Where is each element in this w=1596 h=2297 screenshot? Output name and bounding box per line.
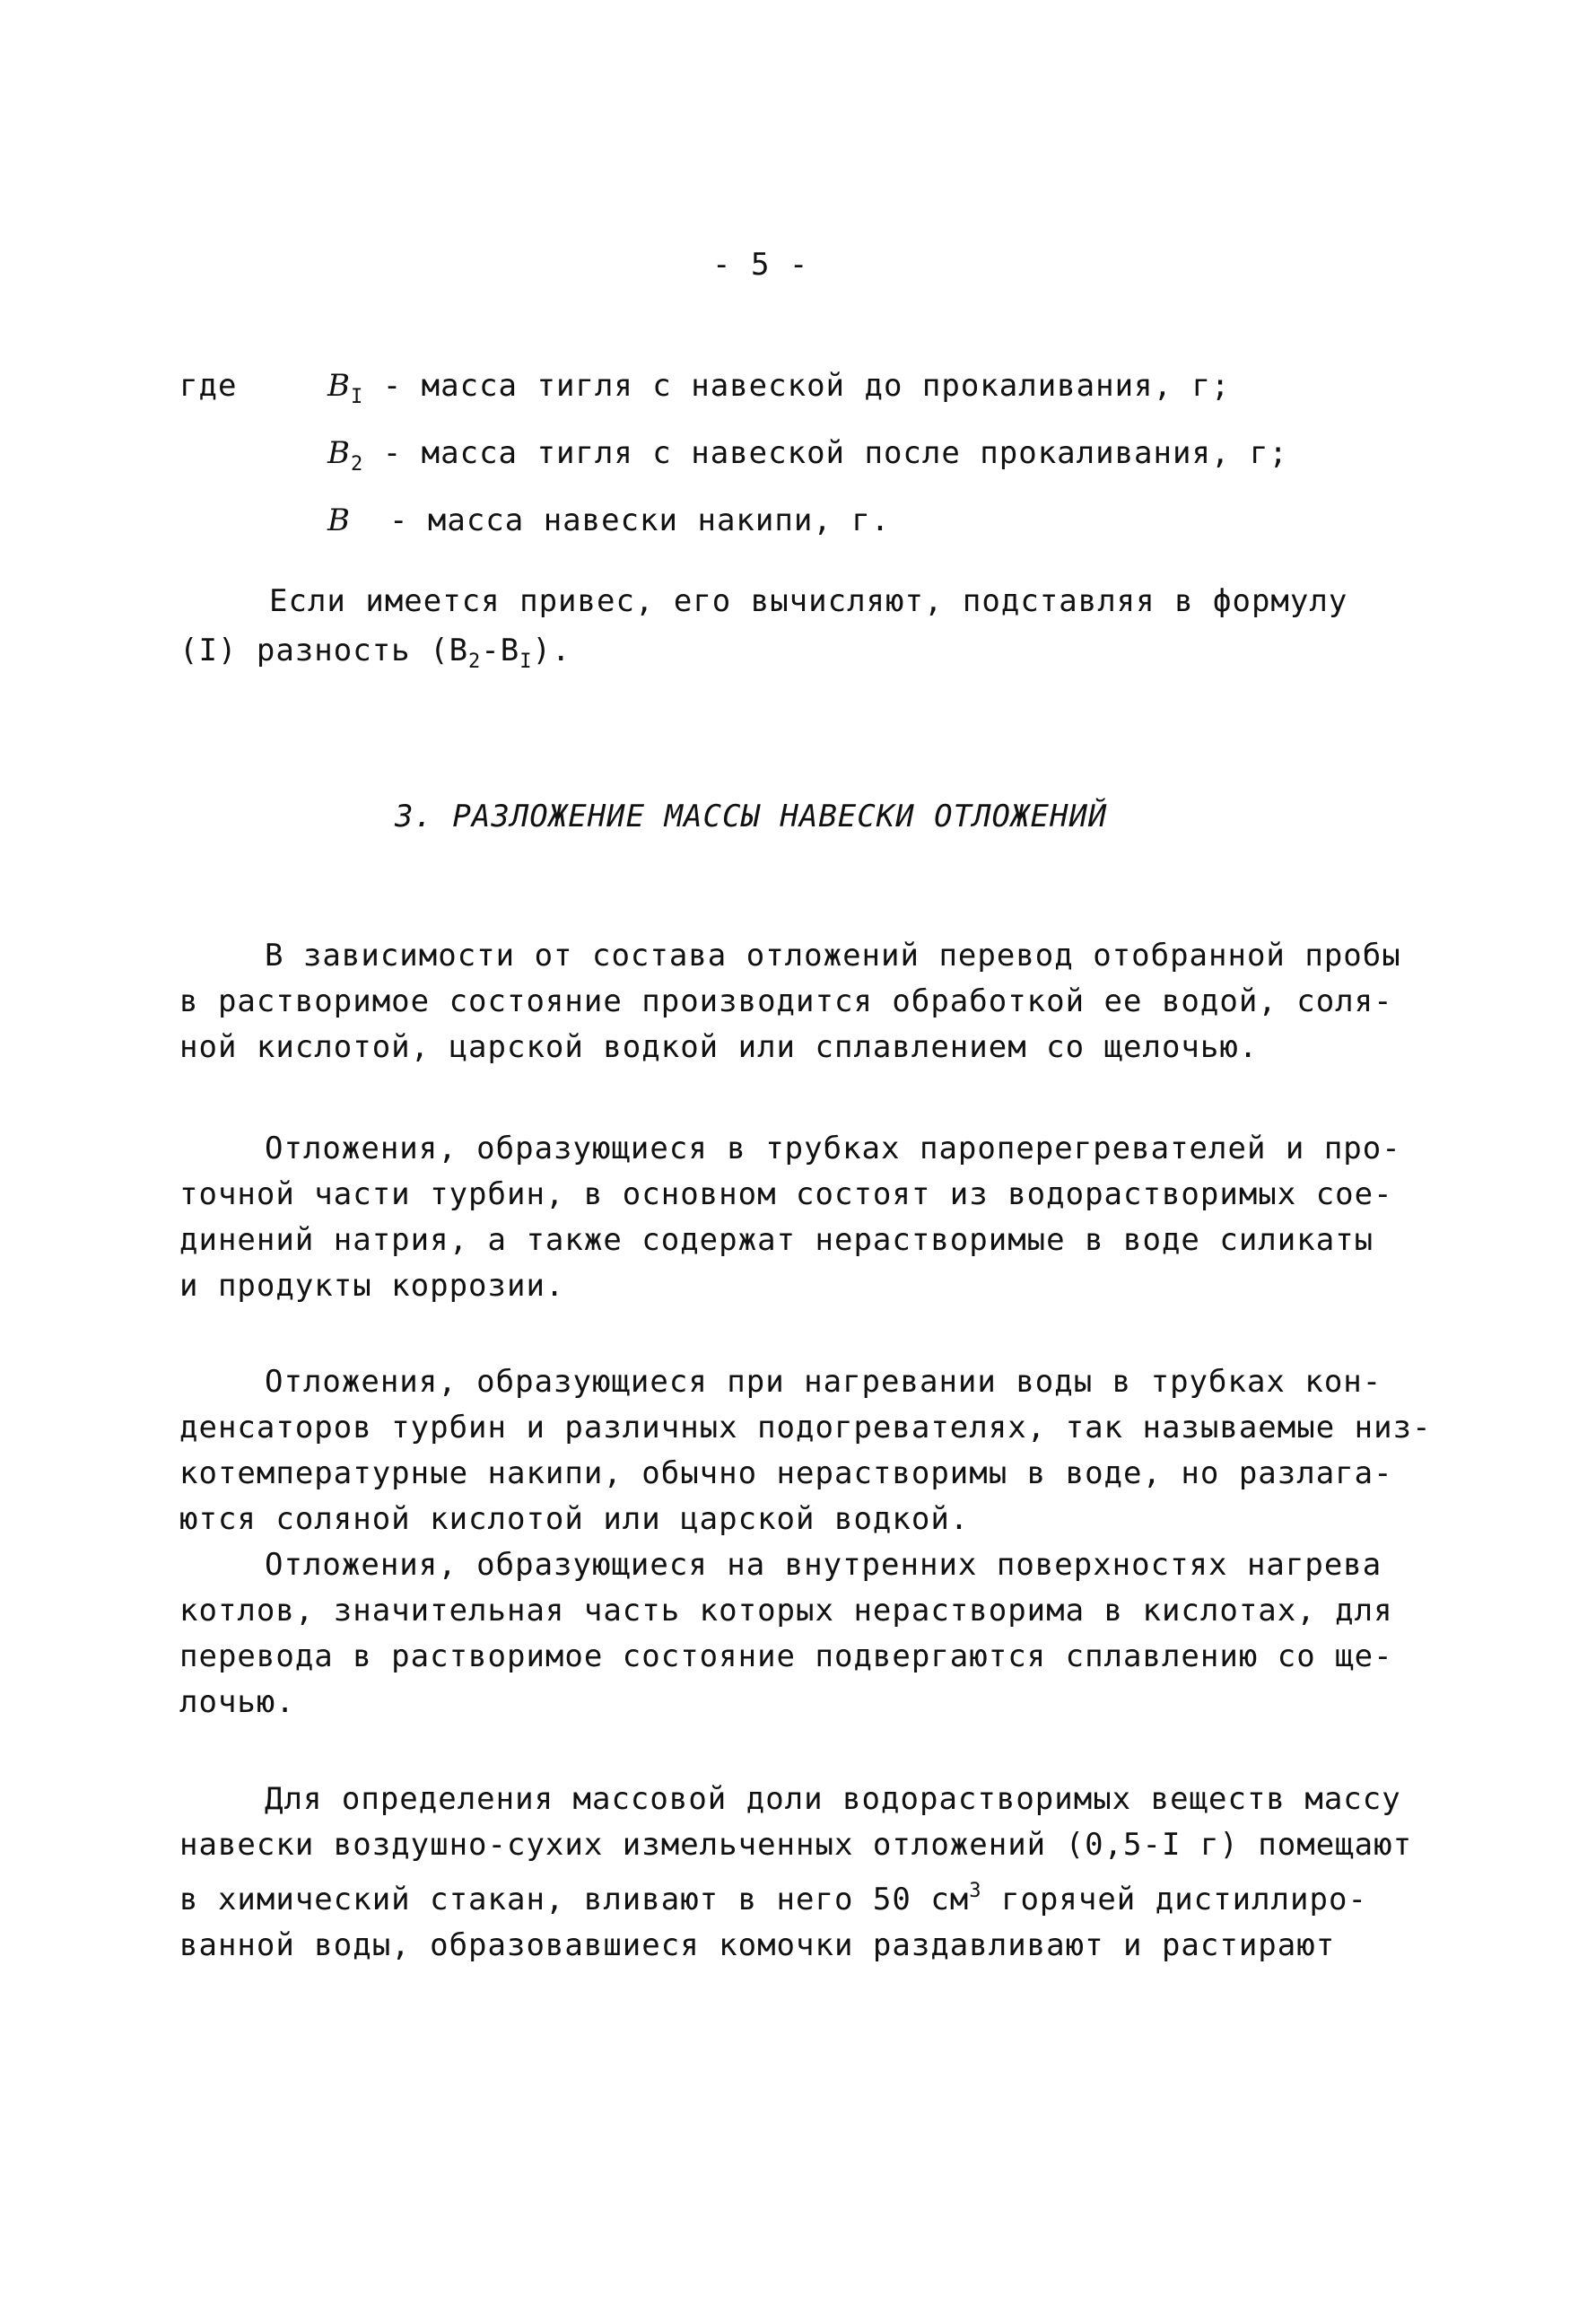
paragraph-line: денсаторов турбин и различных подогревателях, так называемые низ- (179, 1410, 1432, 1445)
definition-subscript: 2 (351, 453, 364, 476)
paragraph-line: Отложения, образующиеся при нагревании воды в трубках кон- (265, 1364, 1382, 1400)
note-line-1: Если имеется привес, его вычисляют, подставляя в формулу (269, 583, 1348, 619)
page-number: - 5 - (712, 247, 809, 283)
paragraph-text: в химический стакан, вливают в него 50 см (179, 1882, 970, 1917)
definition-symbol: В (327, 502, 351, 538)
note-text: -В (481, 633, 520, 668)
paragraph-line: ной кислотой, царской водкой или сплавлением со щелочью. (179, 1029, 1259, 1065)
definition-symbol: В (327, 368, 351, 404)
paragraph-superscript: 3 (969, 1880, 982, 1902)
paragraph (179, 933, 1401, 1070)
paragraph-line: перевода в растворимое состояние подвергаются сплавлению со ще- (179, 1638, 1393, 1674)
paragraph-line: Отложения, образующиеся в трубках пароперегревателей и про- (265, 1131, 1401, 1166)
definition-row (327, 363, 1230, 420)
paragraph-line: в растворимое состояние производится обработкой ее водой, соля- (179, 983, 1393, 1019)
paragraph-line (179, 1868, 1412, 1923)
definition-text: - масса навески накипи, г. (388, 502, 891, 538)
paragraph (179, 1542, 1393, 1725)
section-heading: 3. РАЗЛОЖЕНИЕ МАССЫ НАВЕСКИ ОТЛОЖЕНИЙ (395, 799, 1108, 834)
paragraph-line: В зависимости от состава отложений перевод отобранной пробы (265, 938, 1401, 974)
paragraph-line: динений натрия, а также содержат нерастворимые в воде силикаты (179, 1222, 1374, 1258)
paragraph-line: Для определения массовой доли водорастворимых веществ массу (265, 1781, 1401, 1817)
paragraph-line: ются соляной кислотой или царской водкой. (179, 1501, 970, 1537)
paragraph (179, 1359, 1432, 1542)
paragraph-line: точной части турбин, в основном состоят из водорастворимых сое- (179, 1176, 1393, 1212)
definitions-intro: где (179, 368, 238, 404)
definition-text: - масса тигля с навеской до прокаливания, г; (382, 368, 1231, 404)
definition-row (327, 431, 1288, 487)
note-line-2 (179, 628, 571, 685)
paragraph (179, 1126, 1401, 1309)
definition-symbol: В (327, 435, 351, 471)
paragraph-line: лочью. (179, 1684, 295, 1720)
note-subscript: 2 (468, 651, 482, 673)
paragraph-line: Отложения, образующиеся на внутренних поверхностях нагрева (265, 1547, 1382, 1583)
paragraph-line: котемпературные накипи, обычно нерастворимы в воде, но разлага- (179, 1455, 1393, 1491)
note-text: (I) разность (В (179, 633, 469, 668)
paragraph-text: горячей дистиллиро- (981, 1882, 1367, 1917)
paragraph-line: навески воздушно-сухих измельченных отложений (0,5-I г) помещают (179, 1827, 1413, 1863)
definition-row (327, 498, 890, 543)
paragraph-line: и продукты коррозии. (179, 1268, 565, 1304)
note-subscript: I (519, 651, 533, 673)
paragraph (179, 1777, 1412, 1969)
note-text: ). (532, 633, 571, 668)
paragraph-line: ванной воды, образовавшиеся комочки раздавливают и растирают (179, 1927, 1336, 1963)
definition-subscript: I (351, 386, 364, 408)
definition-text: - масса тигля с навеской после прокаливания, г; (382, 435, 1288, 471)
paragraph-line: котлов, значительная часть которых нерастворима в кислотах, для (179, 1593, 1393, 1629)
